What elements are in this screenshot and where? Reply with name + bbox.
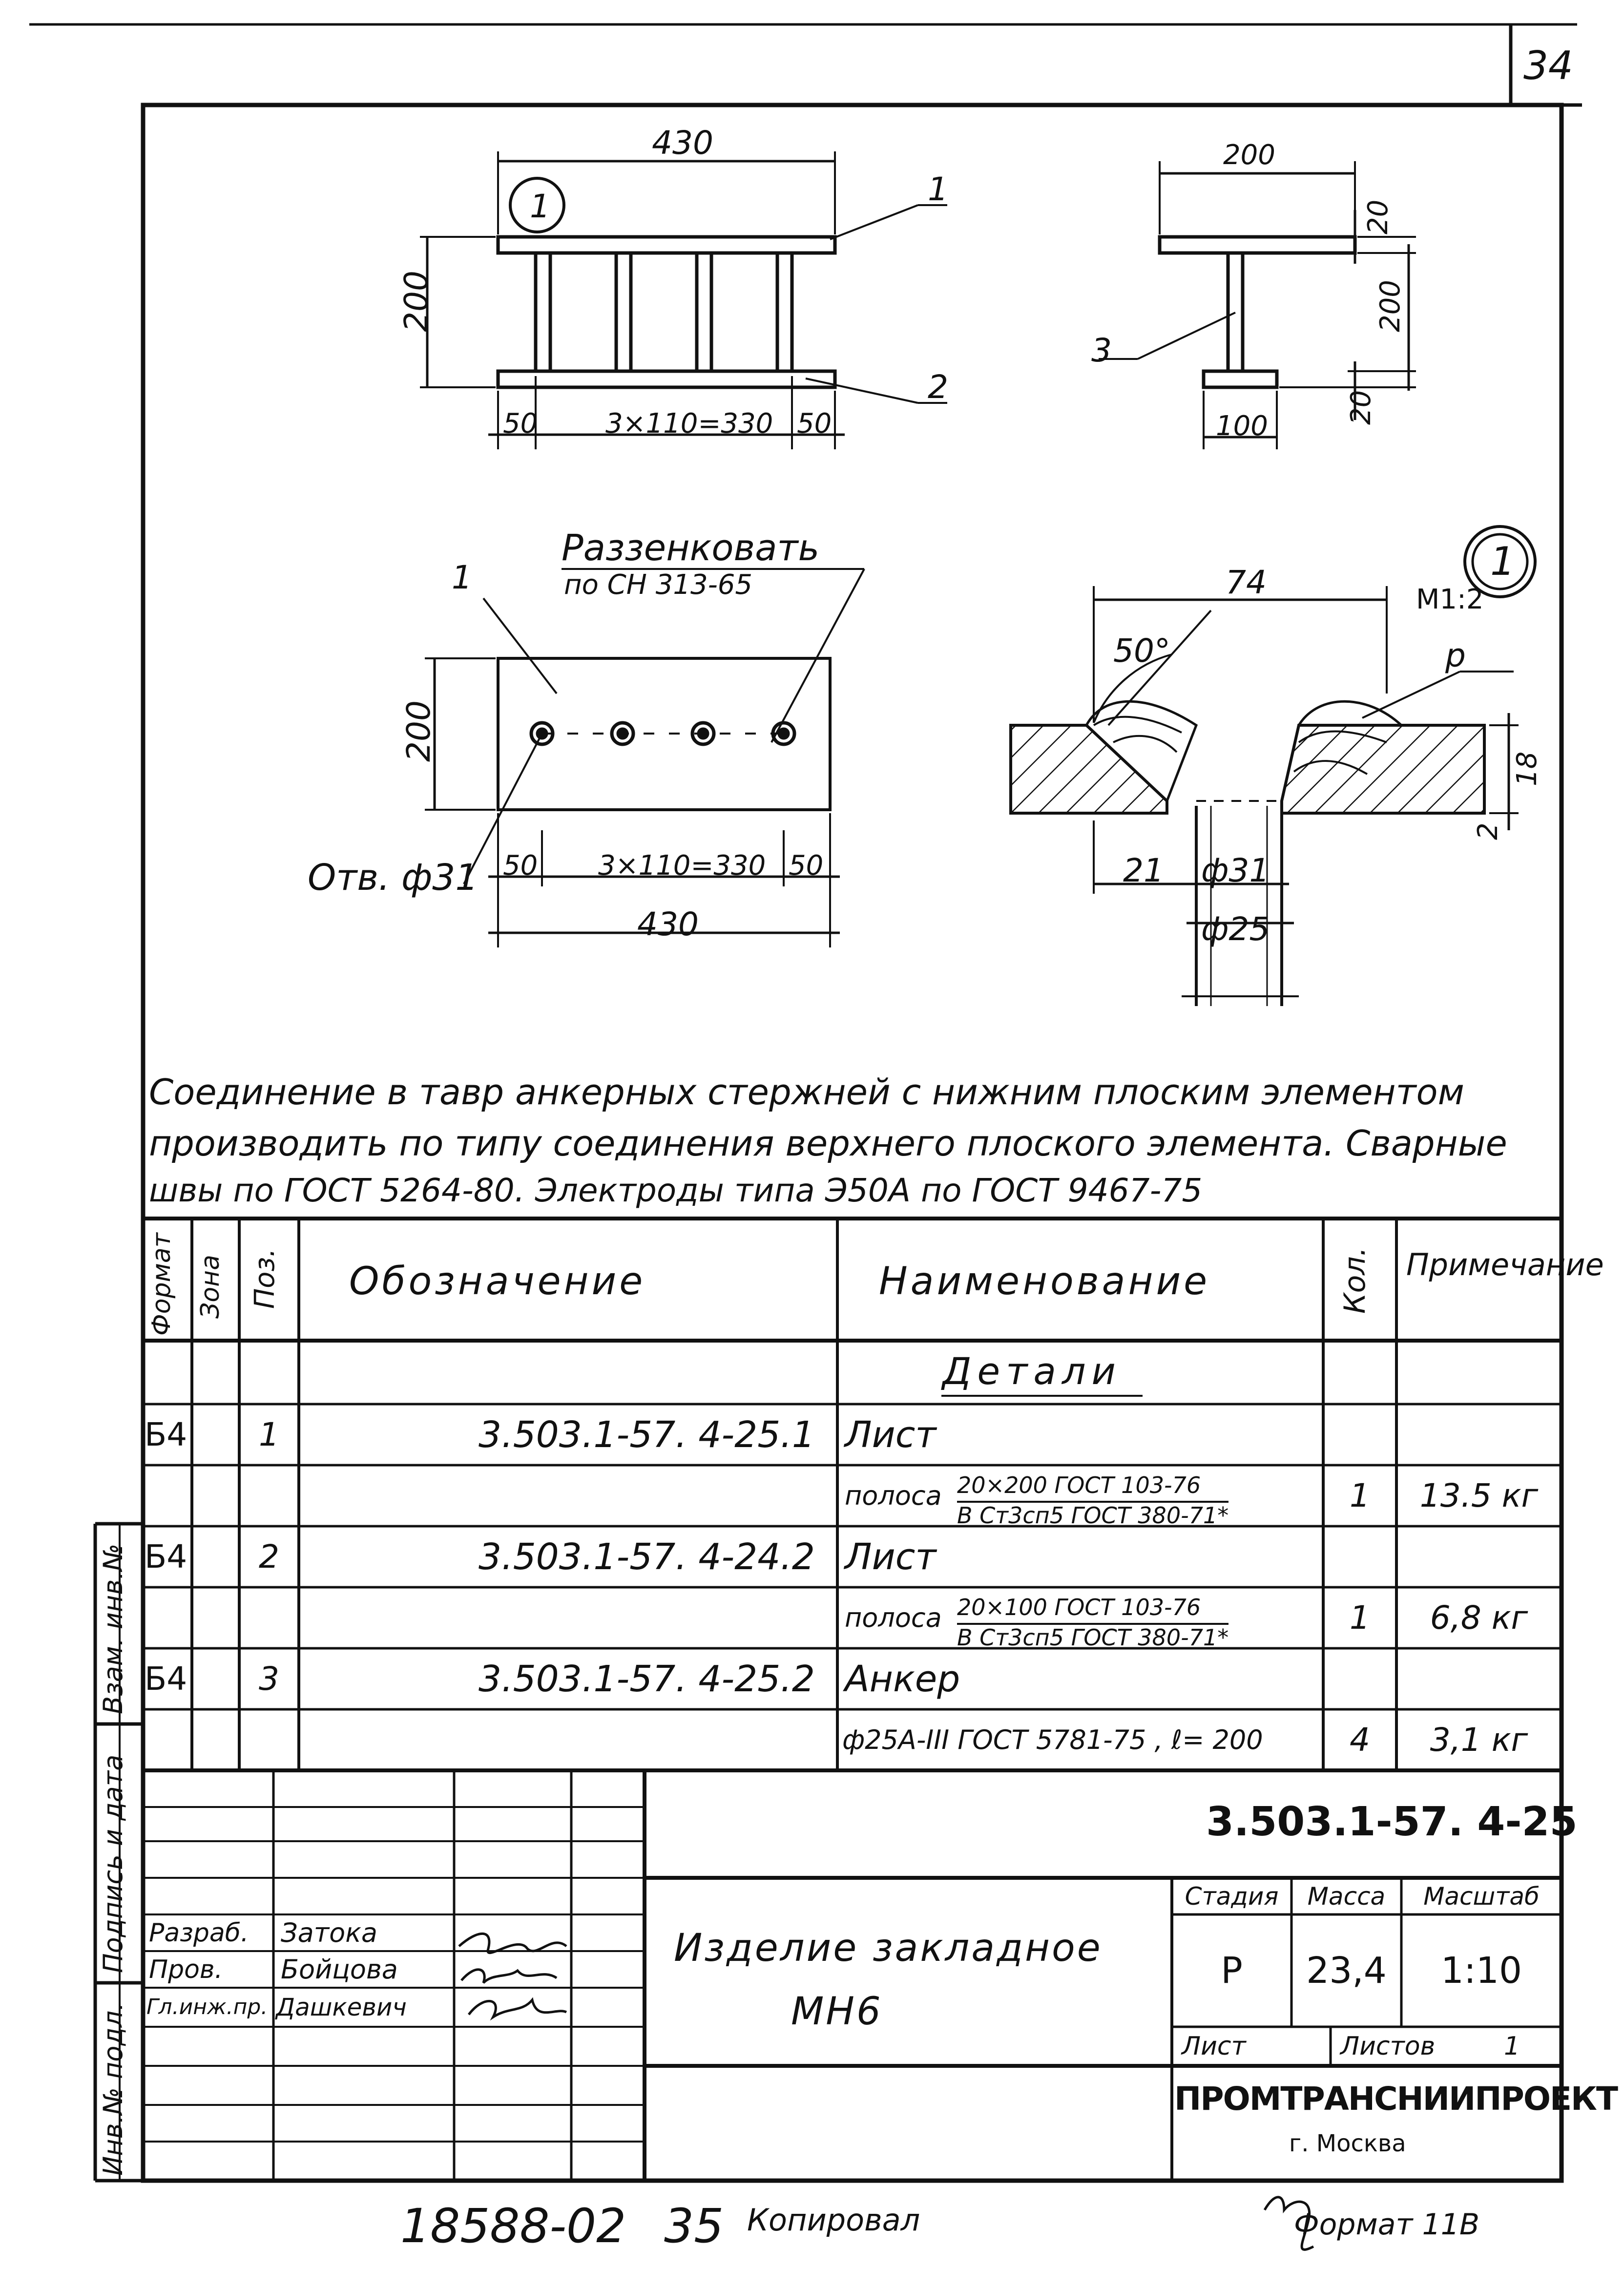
plan-height-dim: 200 [400,700,437,762]
front-height-dim: 200 [397,271,435,332]
side-top-thk-dim: 20 [1362,199,1394,234]
detail-callout-label: 1 [530,188,550,225]
stamp-sign-date: Подпись и дата [98,1754,128,1973]
scale-label: Масштаб [1423,1882,1540,1911]
row1-format: Б4 [145,1415,187,1453]
position-3-label: 3 [1091,332,1112,369]
detail-thk-dim: 18 [1511,751,1543,786]
archive-number: 18588-02 [400,2199,626,2253]
bevel-angle: 50° [1113,632,1170,670]
row4-prefix: полоса [845,1602,942,1633]
detail-width-dim: 74 [1226,564,1267,601]
sheet-format: Формат 11В [1294,2207,1480,2242]
stage-value: Р [1221,1950,1243,1992]
plan-edge-right-dim: 50 [789,850,824,882]
detail-label: 1 [1490,539,1515,584]
row6-qty: 4 [1350,1721,1370,1759]
plan-position-1-label: 1 [452,559,472,596]
sheets-label: Листов [1340,2032,1436,2061]
header-format: Формат [147,1233,176,1336]
row2-prefix: полоса [845,1480,942,1511]
front-edge-right-dim: 50 [797,408,832,440]
scale-value: 1:10 [1440,1950,1522,1992]
archive-page: 35 [664,2199,724,2253]
header-qty: Кол. [1338,1247,1372,1314]
page-number: 34 [1523,43,1573,88]
detail-gap-dim: 2 [1472,822,1504,840]
row4-qty: 1 [1350,1598,1370,1637]
front-width-dim: 430 [652,124,713,162]
row5-designation: 3.503.1-57. 4-25.2 [479,1658,815,1700]
row5-format: Б4 [145,1660,187,1698]
note-line-1: Соединение в тавр анкерных стержней с нижним плоским элементом [149,1072,1464,1113]
stage-label: Стадия [1185,1882,1279,1911]
stamp-inv-podl: Инв.№ подл. [98,2002,128,2176]
row5-position: 3 [259,1660,279,1698]
detail-hole-diameter: ф31 [1201,852,1270,889]
mass-value: 23,4 [1306,1950,1387,1992]
side-top-width-dim: 200 [1223,139,1275,171]
row2-note: 13.5 кг [1419,1476,1539,1514]
side-bottom-width-dim: 100 [1216,410,1268,442]
row3-format: Б4 [145,1537,187,1576]
plan-edge-left-dim: 50 [503,850,538,882]
header-name: Наименование [879,1260,1210,1303]
product-name-line2: МН6 [791,1990,883,2034]
stamp-inv-vzam: Взам. инв.№ [98,1543,128,1714]
detail-scale: М1:2 [1416,584,1484,615]
position-2-label: 2 [928,368,948,406]
row3-designation: 3.503.1-57. 4-24.2 [479,1535,815,1578]
row3-name: Лист [845,1535,937,1578]
row1-name: Лист [845,1413,937,1456]
countersink-note: Раззенковать [562,527,820,569]
row1-position: 1 [259,1415,279,1453]
header-note: Примечание [1406,1247,1604,1282]
header-designation: Обозначение [349,1260,646,1303]
name-developer: Затока [281,1917,377,1948]
hole-note: Отв. ф31 [308,857,479,899]
row4-name-top: 20×100 ГОСТ 103-76 [957,1594,1201,1620]
name-checker: Бойцова [281,1954,398,1985]
name-chief-engineer: Дашкевич [276,1993,407,2021]
note-line-2: производить по типу соединения верхнего плоского элемента. Сварные [149,1123,1507,1164]
role-chief-engineer: Гл.инж.пр. [146,1995,268,2019]
side-bottom-thk-dim: 20 [1345,390,1377,425]
note-line-3: швы по ГОСТ 5264-80. Электроды типа Э50А по ГОСТ 9467-75 [149,1172,1203,1209]
sheets-count: 1 [1504,2032,1520,2061]
header-position: Поз. [249,1248,281,1309]
section-title: Детали [942,1349,1122,1393]
detail-dim-21: 21 [1123,852,1164,889]
countersink-ref: по СН 313-65 [564,569,753,601]
mass-label: Масса [1307,1882,1386,1911]
row3-position: 2 [259,1537,279,1576]
row6-name: ф25А-III ГОСТ 5781-75 , ℓ= 200 [842,1724,1263,1755]
row4-note: 6,8 кг [1430,1598,1528,1637]
position-1-label: 1 [928,170,948,208]
row2-name-bottom: В Ст3сп5 ГОСТ 380-71* [957,1501,1228,1527]
plan-spacing-dim: 3×110=330 [598,850,766,882]
weld-symbol: р [1445,637,1466,674]
row6-note: 3,1 кг [1430,1721,1528,1759]
side-height-dim: 200 [1374,280,1406,332]
role-checker: Пров. [149,1955,223,1984]
row4-name-bottom: В Ст3сп5 ГОСТ 380-71* [957,1623,1228,1649]
role-developer: Разраб. [149,1918,249,1948]
header-zone: Зона [196,1254,225,1319]
copied-by-label: Копировал [747,2202,920,2238]
row5-name: Анкер [845,1658,960,1700]
row2-name-top: 20×200 ГОСТ 103-76 [957,1472,1201,1498]
detail-bar-diameter: ф25 [1201,910,1270,948]
sheet-label: Лист [1182,2032,1246,2061]
row2-qty: 1 [1350,1476,1370,1514]
document-number: 3.503.1-57. 4-25 [1206,1799,1578,1845]
row1-designation: 3.503.1-57. 4-25.1 [479,1413,815,1456]
product-name-line1: Изделие закладное [674,1926,1103,1970]
organization: ПРОМТРАНСНИИПРОЕКТ [1174,2080,1618,2118]
plan-width-dim: 430 [637,905,699,943]
city: г. Москва [1289,2130,1406,2157]
front-edge-left-dim: 50 [503,408,538,440]
front-spacing-dim: 3×110=330 [605,408,773,440]
